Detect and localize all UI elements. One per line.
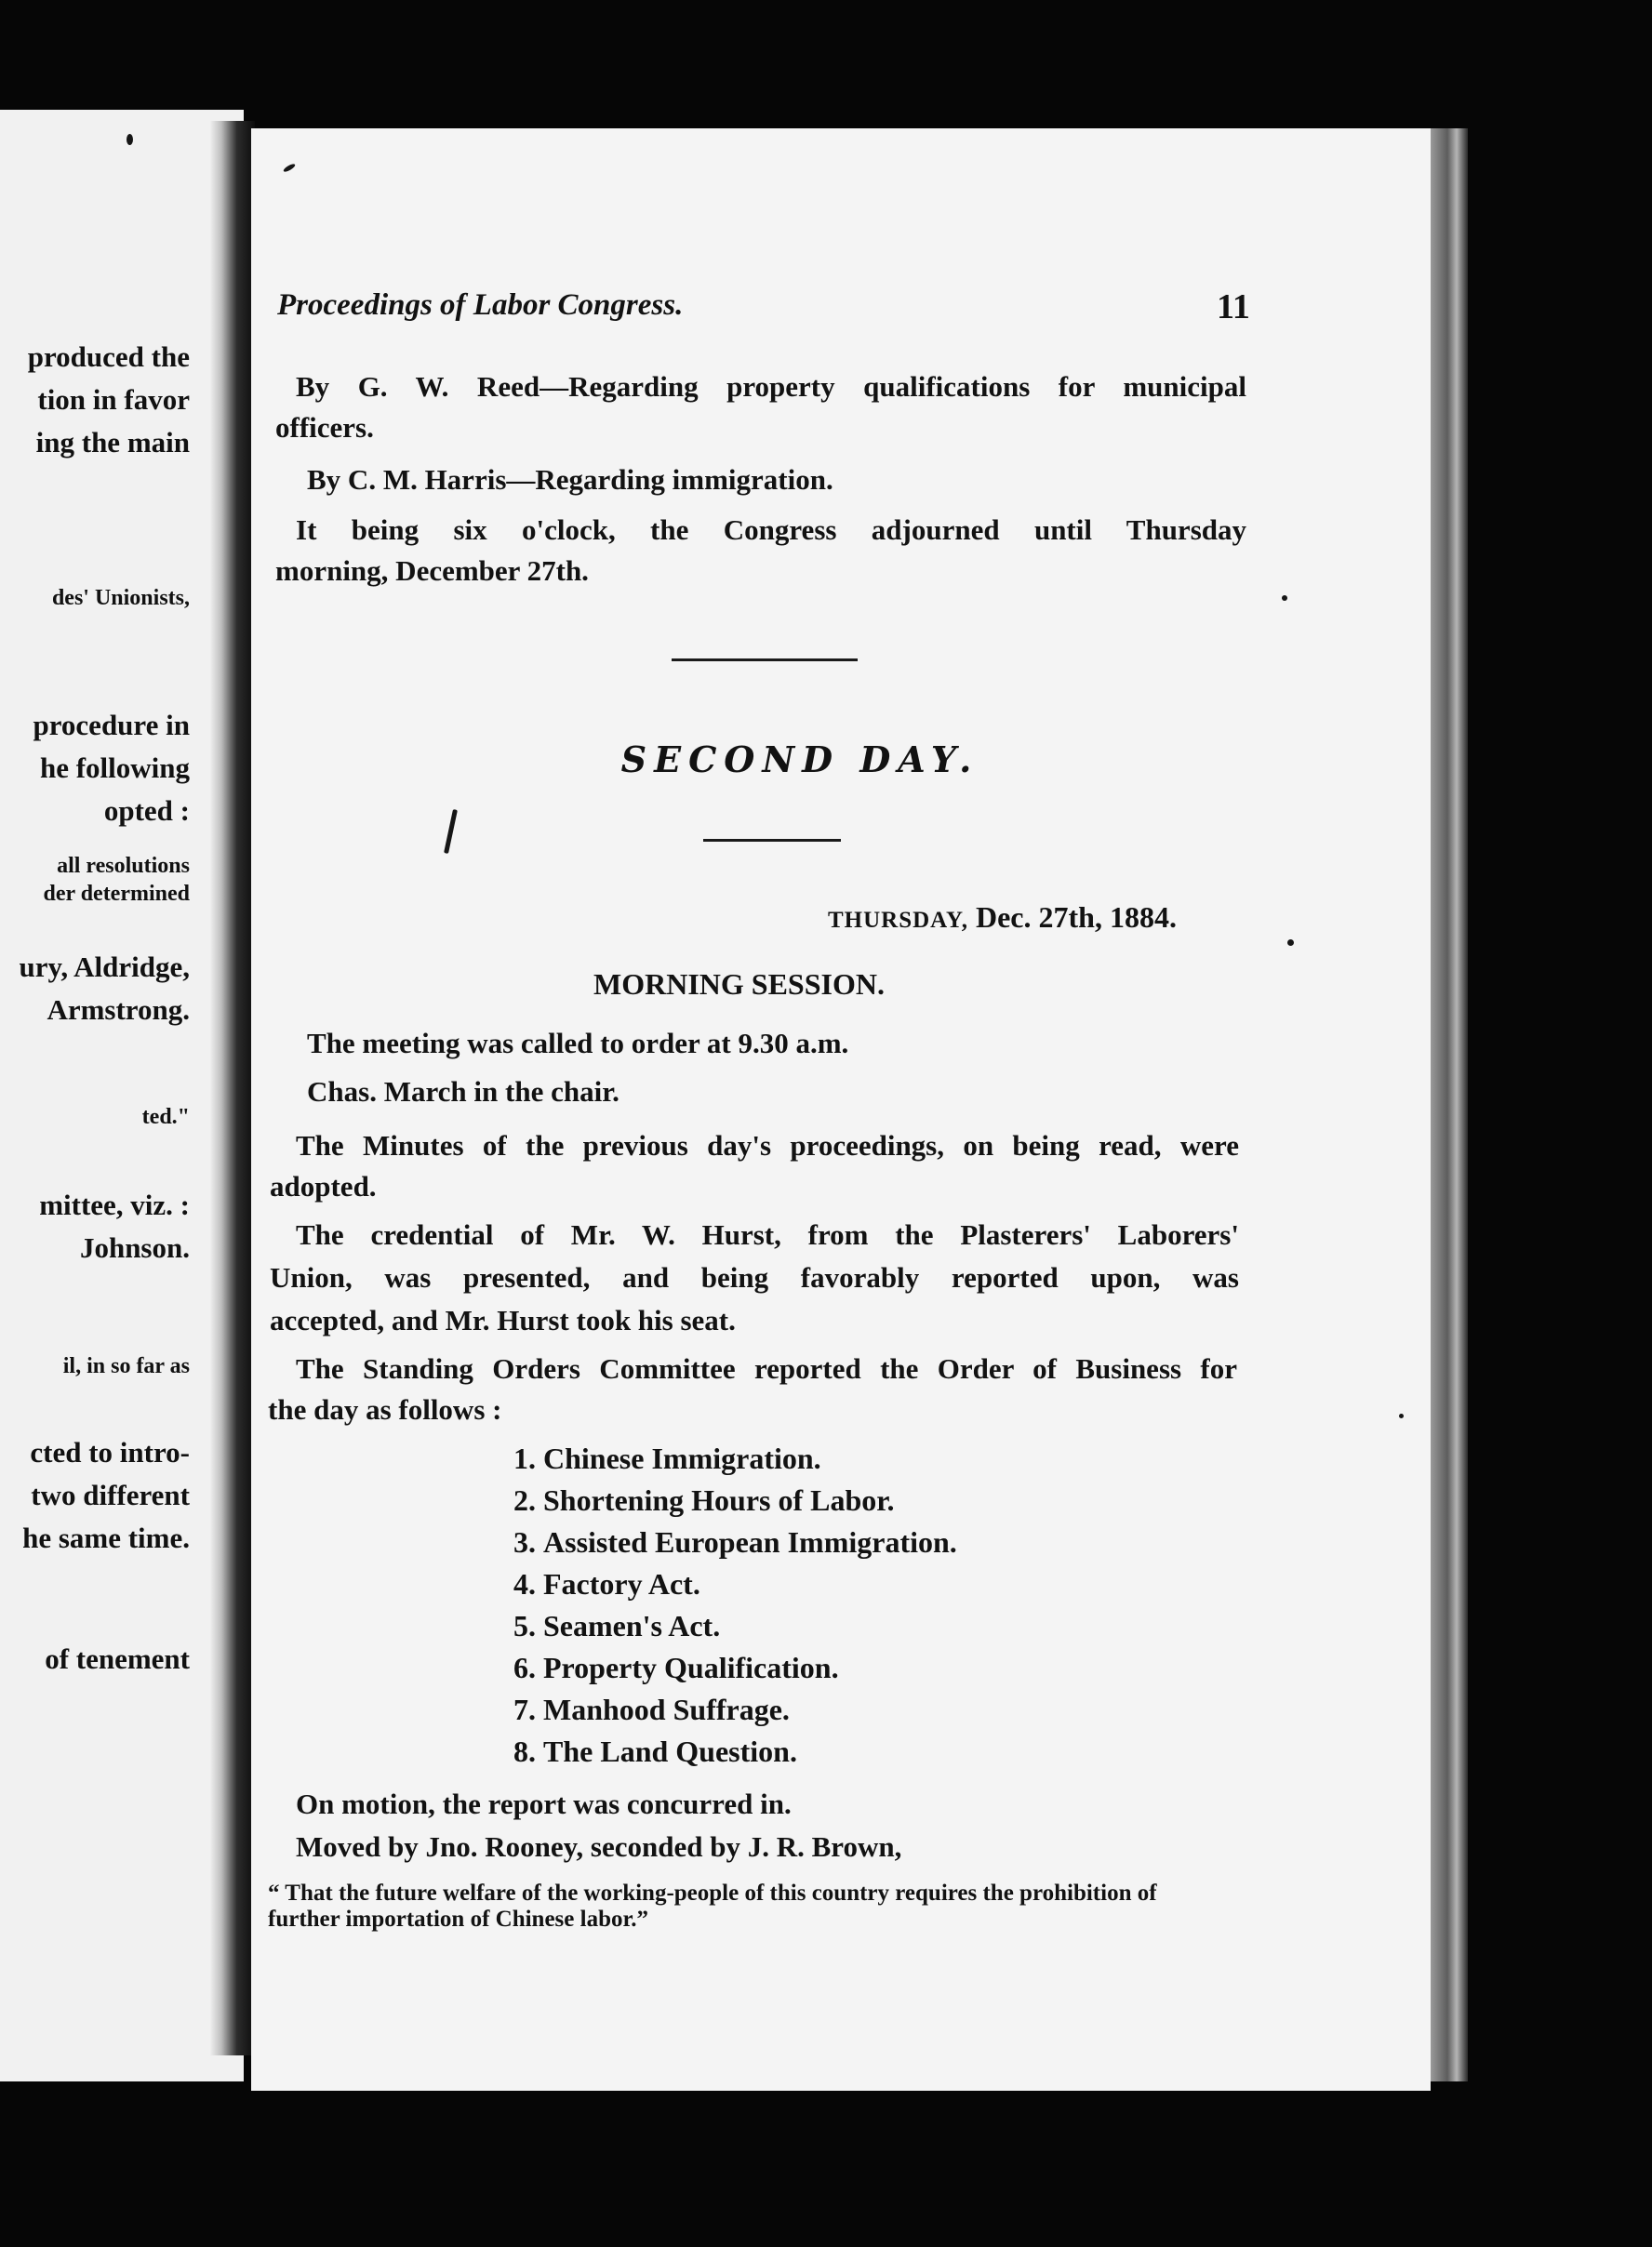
list-item-number: 6. bbox=[513, 1651, 536, 1684]
page-edge-stack bbox=[1431, 128, 1468, 2081]
list-item-text: Seamen's Act. bbox=[543, 1609, 721, 1642]
paragraph-line: By C. M. Harris—Regarding immigration. bbox=[307, 463, 833, 496]
session-heading: MORNING SESSION. bbox=[593, 967, 885, 1001]
left-page-fragment: all resolutions bbox=[57, 854, 190, 878]
left-page-fragment: ury, Aldridge, bbox=[19, 951, 190, 983]
list-item-text: Assisted European Immigration. bbox=[543, 1525, 957, 1559]
list-item bbox=[465, 1438, 957, 1480]
paragraph-line: The Standing Orders Committee reported the Order of Business for bbox=[296, 1352, 1237, 1385]
list-item-text: Chinese Immigration. bbox=[543, 1442, 821, 1475]
list-item-number: 4. bbox=[513, 1567, 536, 1601]
session-weekday: THURSDAY, bbox=[828, 908, 968, 933]
session-date bbox=[828, 900, 1177, 935]
left-page-fragment: mittee, viz. : bbox=[39, 1189, 190, 1221]
paragraph-line: officers. bbox=[275, 411, 374, 444]
list-item bbox=[465, 1480, 957, 1522]
left-page-fragment: produced the bbox=[27, 340, 190, 373]
list-item bbox=[465, 1563, 957, 1605]
left-page-fragment: of tenement bbox=[45, 1642, 190, 1675]
left-page-fragment: der determined bbox=[43, 882, 190, 906]
left-page-fragment: cted to intro- bbox=[30, 1436, 190, 1469]
paragraph-line: By G. W. Reed—Regarding property qualifications for municipal bbox=[296, 370, 1246, 403]
paragraph-line: adopted. bbox=[270, 1170, 377, 1203]
scan-speck bbox=[127, 134, 133, 145]
left-facing-page bbox=[0, 110, 244, 2081]
list-item-text: The Land Question. bbox=[543, 1735, 797, 1768]
list-item-number: 5. bbox=[513, 1609, 536, 1642]
list-item-text: Manhood Suffrage. bbox=[543, 1693, 790, 1726]
left-page-fragment: opted : bbox=[103, 794, 190, 827]
list-item-number: 3. bbox=[513, 1525, 536, 1559]
left-page-fragment: Johnson. bbox=[79, 1231, 190, 1264]
scan-speck bbox=[1282, 595, 1287, 601]
book-gutter-shadow bbox=[210, 121, 255, 2055]
paragraph-line: The credential of Mr. W. Hurst, from the Plasterers' Laborers' bbox=[296, 1218, 1239, 1251]
left-page-fragment: he following bbox=[39, 751, 190, 784]
paragraph-line: It being six o'clock, the Congress adjourned until Thursday bbox=[296, 513, 1246, 546]
left-page-fragment: des' Unionists, bbox=[51, 586, 190, 610]
list-item bbox=[465, 1522, 957, 1563]
left-page-fragment: he same time. bbox=[22, 1522, 190, 1554]
left-page-fragment: ing the main bbox=[35, 426, 190, 459]
paragraph-line: Chas. March in the chair. bbox=[307, 1075, 620, 1108]
list-item-number: 1. bbox=[513, 1442, 536, 1475]
list-item-text: Factory Act. bbox=[543, 1567, 700, 1601]
section-heading: SECOND DAY. bbox=[620, 738, 979, 780]
section-rule-bottom bbox=[703, 839, 841, 842]
scan-speck bbox=[1399, 1414, 1404, 1418]
list-item bbox=[465, 1689, 957, 1731]
page-number: 11 bbox=[1217, 287, 1250, 326]
paragraph-line: On motion, the report was concurred in. bbox=[296, 1788, 792, 1820]
running-head: Proceedings of Labor Congress. bbox=[277, 288, 684, 322]
section-rule-top bbox=[672, 658, 858, 661]
paragraph-line: Moved by Jno. Rooney, seconded by J. R. Brown, bbox=[296, 1830, 902, 1863]
left-page-fragment: il, in so far as bbox=[62, 1354, 190, 1378]
list-item-text: Shortening Hours of Labor. bbox=[543, 1483, 895, 1517]
paragraph-line: accepted, and Mr. Hurst took his seat. bbox=[270, 1304, 736, 1336]
list-item-number: 7. bbox=[513, 1693, 536, 1726]
paragraph-line: The meeting was called to order at 9.30 a.m. bbox=[307, 1027, 849, 1059]
paragraph-line: Union, was presented, and being favorably reported upon, was bbox=[270, 1261, 1239, 1294]
list-item bbox=[465, 1731, 957, 1773]
left-page-fragment: tion in favor bbox=[37, 383, 190, 416]
paragraph-line: morning, December 27th. bbox=[275, 554, 589, 587]
list-item bbox=[465, 1605, 957, 1647]
list-item-text: Property Qualification. bbox=[543, 1651, 839, 1684]
list-item-number: 8. bbox=[513, 1735, 536, 1768]
left-page-fragment: two different bbox=[31, 1479, 190, 1511]
session-date-text: Dec. 27th, 1884. bbox=[975, 900, 1177, 934]
scan-speck bbox=[1287, 939, 1294, 946]
list-item bbox=[465, 1647, 957, 1689]
paragraph-line: the day as follows : bbox=[268, 1393, 502, 1426]
list-item-number: 2. bbox=[513, 1483, 536, 1517]
order-of-business-list bbox=[465, 1438, 957, 1773]
left-page-fragment: ted." bbox=[141, 1105, 190, 1129]
left-page-fragment: procedure in bbox=[33, 709, 190, 741]
resolution-quote: “ That the future welfare of the working-people of this country requires the prohibition of further importation of Chinese labor.” bbox=[268, 1881, 1157, 1932]
paragraph-line: The Minutes of the previous day's proceedings, on being read, were bbox=[296, 1129, 1239, 1162]
left-page-fragment: Armstrong. bbox=[47, 993, 190, 1026]
